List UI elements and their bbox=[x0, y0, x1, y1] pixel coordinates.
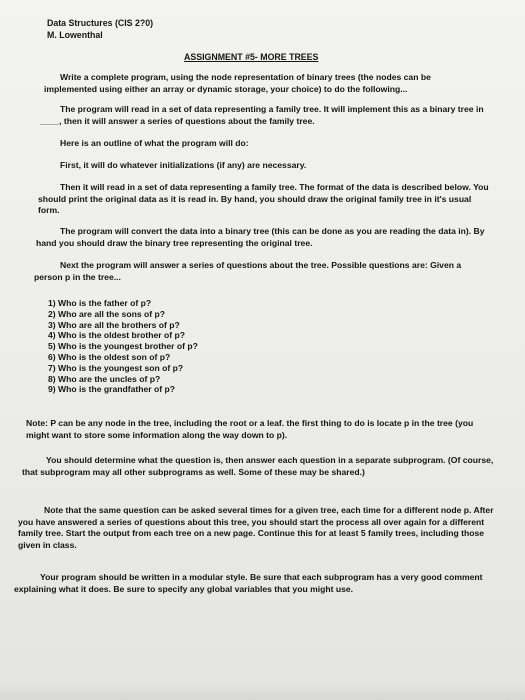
step-read-data: Then it will read in a set of data representing a family tree. The format of the data is described below. You should print the original data as it is read in. By hand, you should draw the original family tree in it's usual form. bbox=[38, 182, 489, 215]
note-locate-p: Note: P can be any node in the tree, including the root or a leaf. the first thing to do is locate p in the tree (you might want to store some information along the way down to p). bbox=[26, 418, 474, 440]
list-item: 3) Who are all the brothers of p? bbox=[48, 319, 180, 330]
list-item: 6) Who is the oldest son of p? bbox=[48, 351, 171, 362]
list-item: 2) Who are all the sons of p? bbox=[48, 308, 165, 319]
step-questions: Next the program will answer a series of questions about the tree. Possible questions are: Given a person p in the tree... bbox=[34, 260, 462, 282]
assignment-title: ASSIGNMENT #5- MORE TREES bbox=[184, 52, 319, 62]
intro-paragraph: Write a complete program, using the node representation of binary trees (the nodes can be implemented using either an array or dynamic storage, your choice) to do the following... bbox=[44, 72, 431, 94]
instructor-name: M. Lowenthal bbox=[47, 30, 103, 40]
list-item: 7) Who is the youngest son of p? bbox=[48, 362, 184, 373]
note-subprograms: You should determine what the question is, then answer each question in a separate subprogram. (Of course, that subprogram may all other subprograms as well. Some of these may be shared.) bbox=[22, 455, 494, 477]
list-item: 1) Who is the father of p? bbox=[48, 298, 152, 308]
step-convert: The program will convert the data into a binary tree (this can be done as you are reading the data in). By hand you should draw the binary tree representing the original tree. bbox=[36, 226, 485, 248]
outline-intro: Here is an outline of what the program will do: bbox=[60, 138, 249, 148]
note-repeat: Note that the same question can be asked several times for a given tree, each time for a different node p. After you have answered a series of questions about this tree, you should start the process all over again for a different family tree. Start the output from each tree on a new page. Continue this for at least 5 family trees, including those given in class. bbox=[18, 505, 494, 550]
note-modular-style: Your program should be written in a modular style. Be sure that each subprogram has a very good comment explaining what it does. Be sure to specify any global variables that you might use. bbox=[14, 572, 483, 594]
step-initialize: First, it will do whatever initializations (if any) are necessary. bbox=[60, 160, 307, 170]
list-item: 9) Who is the grandfather of p? bbox=[48, 384, 175, 395]
list-item: 8) Who are the uncles of p? bbox=[48, 373, 161, 384]
question-list bbox=[48, 298, 198, 395]
course-header: Data Structures (CIS 2?0) bbox=[47, 18, 154, 28]
list-item: 5) Who is the youngest brother of p? bbox=[48, 341, 198, 352]
page-shadow bbox=[0, 684, 525, 700]
program-description: The program will read in a set of data representing a family tree. It will implement this as a binary tree in ____, then it will answer a series of questions about the family tree. bbox=[40, 104, 484, 126]
list-item: 4) Who is the oldest brother of p? bbox=[48, 330, 186, 341]
